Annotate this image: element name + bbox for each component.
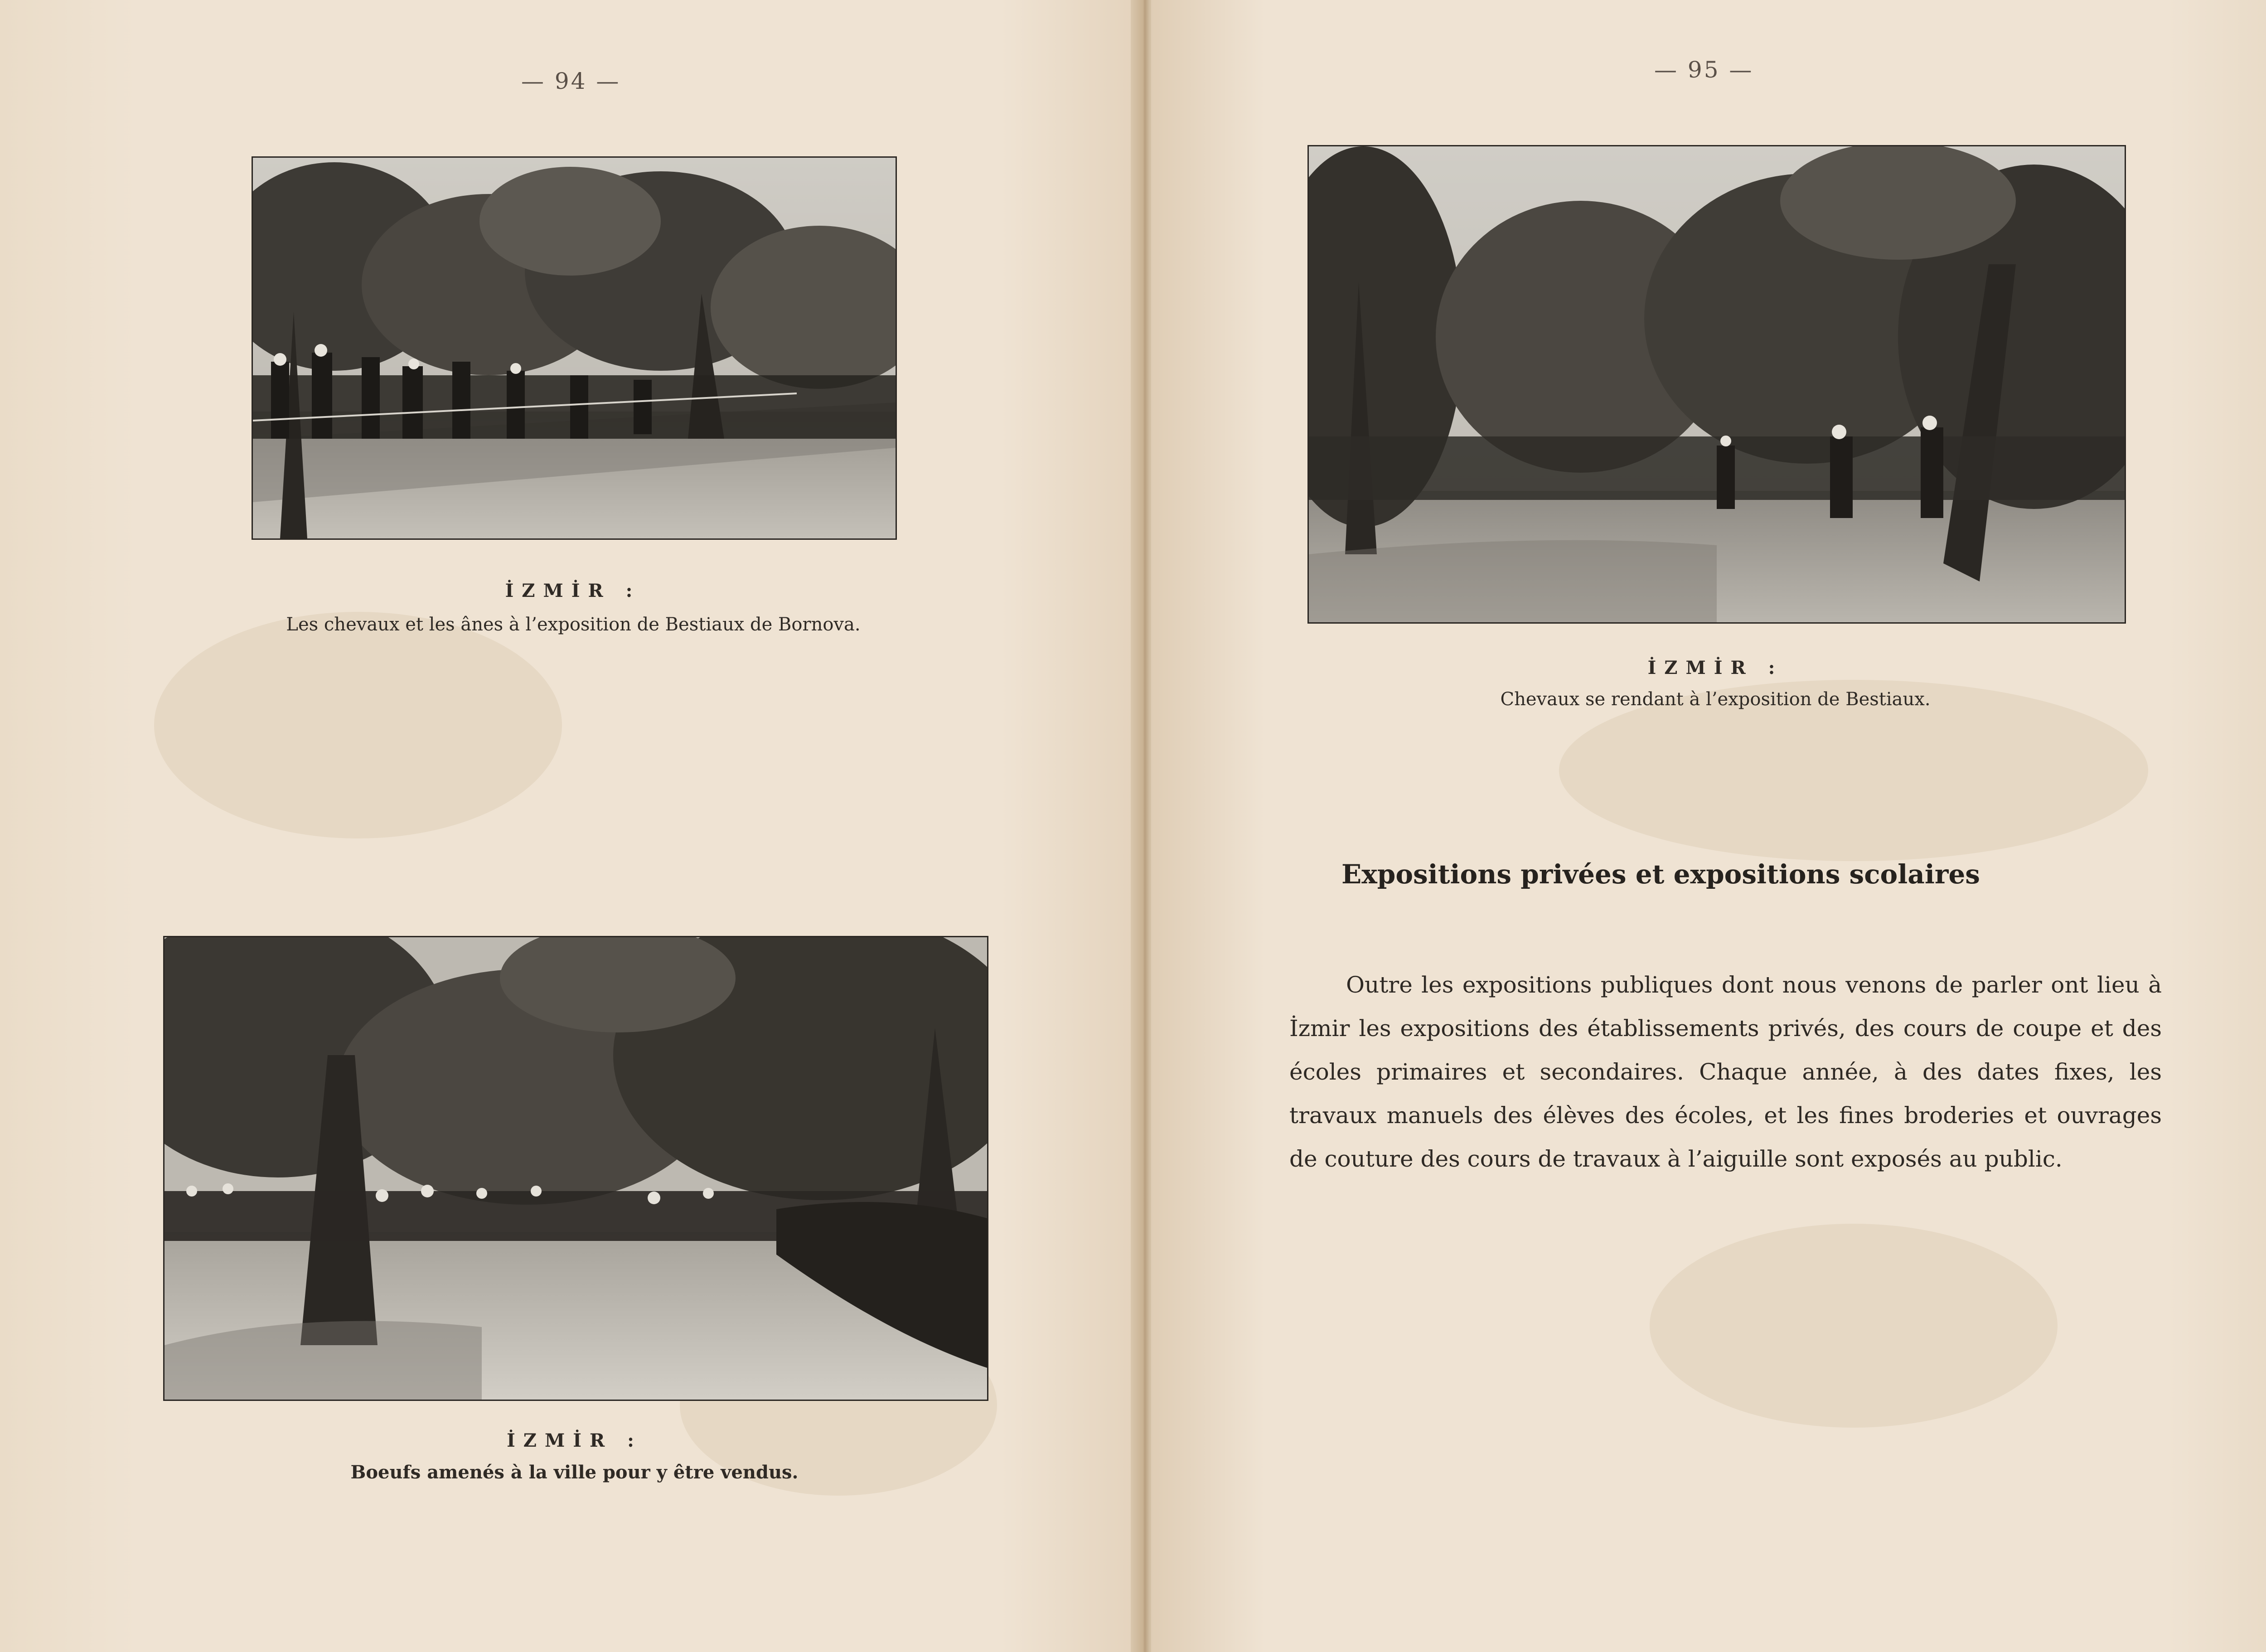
photo-horses-walking bbox=[1307, 145, 2126, 624]
body-paragraph: Outre les expositions publiques dont nous venons de parler ont lieu à İzmir les expositions des établissements privés, des cours de coupe et des écoles primaires et secondaires. Chaque année, à des dates fixes, les travaux manuels des élèves des écoles, et les fines broderies et ouvrages de couture des cours de travaux à l’aiguille sont exposés au public. bbox=[1289, 972, 2162, 1172]
caption-text-bottom: Boeufs amenés à la ville pour y être vendus. bbox=[350, 1462, 799, 1483]
caption-place-top: İZMİR : bbox=[505, 580, 641, 601]
page-number-94: — 94 — bbox=[521, 68, 621, 94]
photo-oxen bbox=[163, 936, 988, 1401]
caption-place-right: İZMİR : bbox=[1647, 657, 1783, 678]
caption-text-top: Les chevaux et les ânes à l’exposition de Bestiaux de Bornova. bbox=[286, 614, 861, 635]
section-heading: Expositions privées et expositions scolaires bbox=[1341, 859, 1980, 890]
caption-place-bottom: İZMİR : bbox=[507, 1430, 642, 1451]
photo-horses-donkeys bbox=[252, 156, 897, 540]
caption-text-right: Chevaux se rendant à l’exposition de Bestiaux. bbox=[1500, 689, 1931, 710]
page-number-95: — 95 — bbox=[1654, 57, 1754, 83]
